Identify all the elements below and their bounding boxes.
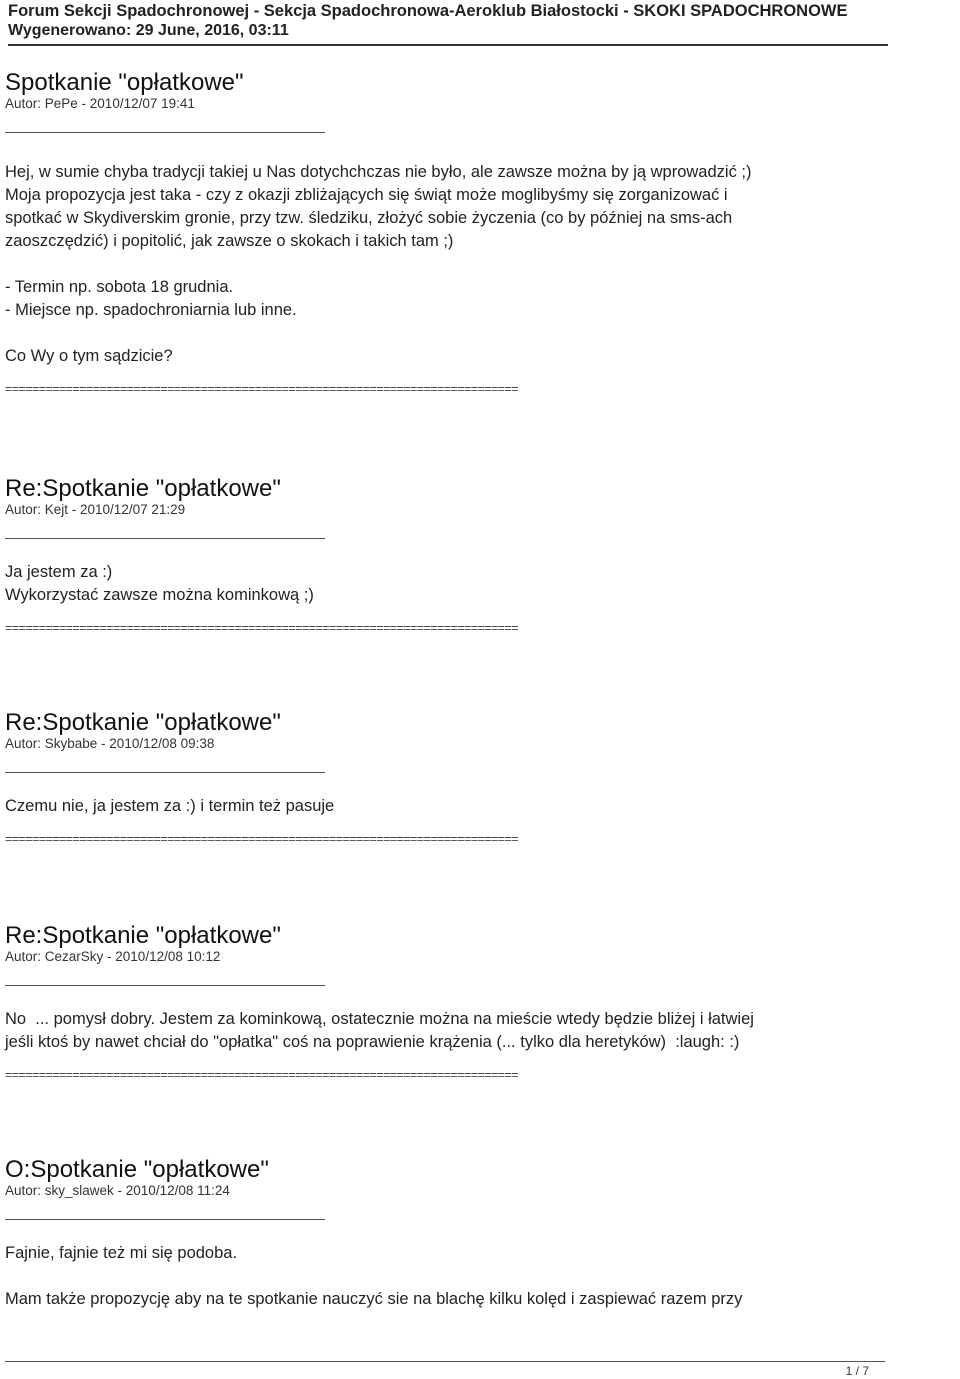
post-divider <box>5 772 325 773</box>
post-separator: ============================================================================ <box>5 832 518 846</box>
body-line: No ... pomysł dobry. Jestem za kominkową, ostatecznie można na mieście wtedy będzie bliżej i łatwiej <box>5 1010 754 1028</box>
post-title: Spotkanie "opłatkowe" <box>5 69 244 96</box>
body-line: jeśli ktoś by nawet chciał do "opłatka" coś na poprawienie krążenia (... tylko dla heretyków) :laugh: :) <box>5 1033 740 1051</box>
post-separator: ============================================================================ <box>5 382 518 396</box>
body-line <box>5 253 935 276</box>
post-body <box>5 1008 935 1054</box>
post-title: Re:Spotkanie "opłatkowe" <box>5 475 281 502</box>
post-3 <box>5 710 935 846</box>
body-line: Mam także propozycję aby na te spotkanie nauczyć sie na blachę kilku kolęd i zaspiewać razem przy <box>5 1290 743 1308</box>
post-divider <box>5 985 325 986</box>
post-author: Autor: Kejt - 2010/12/07 21:29 <box>5 502 186 517</box>
page-number: 1 / 7 <box>845 1364 869 1378</box>
body-line: - Termin np. sobota 18 grudnia. <box>5 278 234 296</box>
body-line <box>5 1265 935 1288</box>
footer-divider <box>5 1361 885 1362</box>
post-title: Re:Spotkanie "opłatkowe" <box>5 709 281 736</box>
post-5 <box>5 1157 935 1311</box>
post-divider <box>5 538 325 539</box>
body-line: zaoszczędzić) i popitolić, jak zawsze o skokach i takich tam ;) <box>5 232 454 250</box>
post-divider <box>5 132 325 133</box>
body-line: Co Wy o tym sądzicie? <box>5 347 173 365</box>
generated-date: Wygenerowano: 29 June, 2016, 03:11 <box>8 22 289 39</box>
body-line: Fajnie, fajnie też mi się podoba. <box>5 1244 238 1262</box>
post-body <box>5 795 935 818</box>
post-4 <box>5 923 935 1082</box>
document-header <box>8 0 960 41</box>
forum-title: Forum Sekcji Spadochronowej - Sekcja Spadochronowa-Aeroklub Białostocki - SKOKI SPADOCHRONOWE <box>8 2 848 20</box>
body-line: - Miejsce np. spadochroniarnia lub inne. <box>5 301 297 319</box>
post-body <box>5 161 935 368</box>
post-author: Autor: CezarSky - 2010/12/08 10:12 <box>5 949 221 964</box>
post-2 <box>5 476 935 635</box>
body-line: Ja jestem za :) <box>5 563 113 581</box>
body-line: Moja propozycja jest taka - czy z okazji zbliżających się świąt może moglibyśmy się zorganizować i <box>5 186 728 204</box>
post-1 <box>5 70 935 396</box>
post-body <box>5 1242 935 1311</box>
post-separator: ============================================================================ <box>5 1068 518 1082</box>
post-author: Autor: PePe - 2010/12/07 19:41 <box>5 96 195 111</box>
post-author: Autor: Skybabe - 2010/12/08 09:38 <box>5 736 215 751</box>
header-divider <box>8 44 888 46</box>
post-separator: ============================================================================ <box>5 621 518 635</box>
post-body <box>5 561 935 607</box>
body-line: spotkać w Skydiverskim gronie, przy tzw. śledziku, złożyć sobie życzenia (co by później na sms-ach <box>5 209 733 227</box>
body-line: Hej, w sumie chyba tradycji takiej u Nas dotychchczas nie było, ale zawsze można by ją wprowadzić ;) <box>5 163 752 181</box>
post-author: Autor: sky_slawek - 2010/12/08 11:24 <box>5 1183 230 1198</box>
post-title: Re:Spotkanie "opłatkowe" <box>5 922 281 949</box>
body-line <box>5 322 935 345</box>
body-line: Czemu nie, ja jestem za :) i termin też pasuje <box>5 797 335 815</box>
post-title: O:Spotkanie "opłatkowe" <box>5 1156 269 1183</box>
body-line: Wykorzystać zawsze można kominkową ;) <box>5 586 314 604</box>
post-divider <box>5 1219 325 1220</box>
